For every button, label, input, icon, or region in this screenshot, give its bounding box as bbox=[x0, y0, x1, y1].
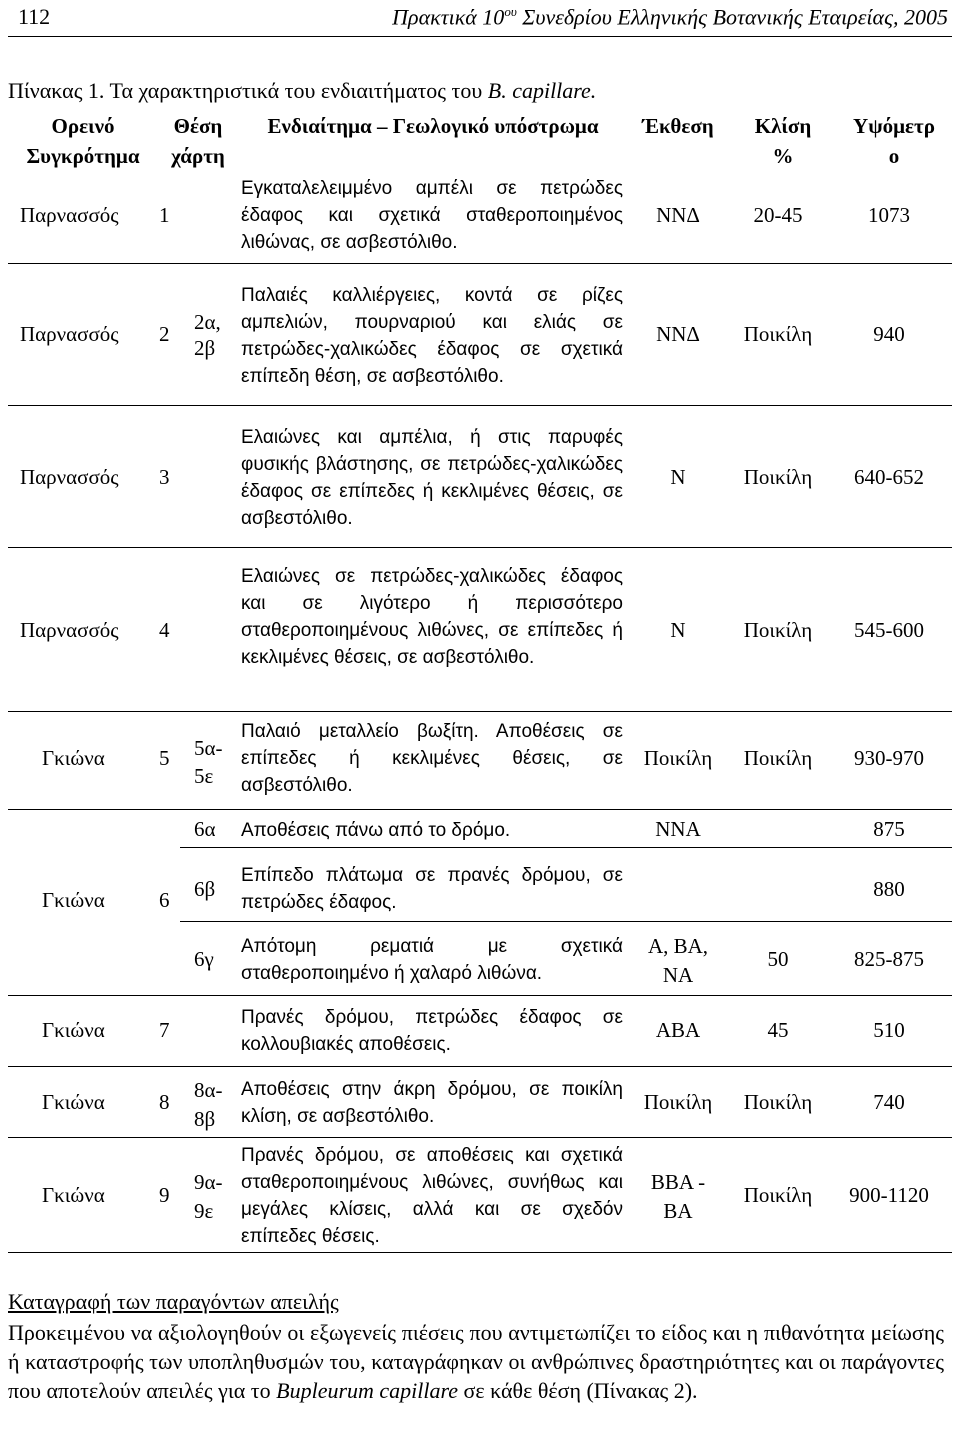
row7-position: 7 bbox=[159, 1018, 170, 1042]
row7-altitude: 510 bbox=[873, 1018, 905, 1042]
col-header-mountain bbox=[8, 111, 158, 171]
running-header bbox=[392, 4, 948, 30]
row1-mountain: Παρνασσός bbox=[20, 203, 119, 227]
col-header-slope bbox=[728, 111, 838, 171]
row2-subposition bbox=[194, 309, 221, 361]
col-header-exposure: Έκθεση bbox=[642, 114, 714, 138]
row5-subposition-line2: 5ε bbox=[194, 764, 214, 788]
row6c-exposure-line2: ΝΑ bbox=[662, 963, 694, 987]
row6a-subposition: 6α bbox=[194, 817, 216, 841]
row4-exposure: Ν bbox=[670, 618, 686, 642]
row9-subposition bbox=[194, 1168, 223, 1226]
col-header-mountain-line2: Συγκρότημα bbox=[26, 144, 140, 168]
row3-exposure: Ν bbox=[670, 465, 686, 489]
header-rule bbox=[8, 36, 952, 37]
col-header-altitude-line2: ο bbox=[888, 144, 900, 168]
row8-subposition bbox=[194, 1076, 223, 1134]
row1-slope: 20-45 bbox=[753, 203, 803, 227]
row-divider bbox=[8, 405, 952, 406]
row1-habitat: Εγκαταλελειμμένο αμπέλι σε πετρώδες έδαφος και σχετικά σταθεροποιημένος λιθώνας, σε ασβεστόλιθο. bbox=[241, 178, 623, 253]
row-divider bbox=[8, 547, 952, 548]
row8-altitude: 740 bbox=[873, 1090, 905, 1114]
row9-exposure bbox=[628, 1168, 728, 1226]
col-header-altitude bbox=[838, 111, 950, 171]
row9-exposure-line1: ΒΒΑ - bbox=[650, 1170, 706, 1194]
row4-mountain: Παρνασσός bbox=[20, 618, 119, 642]
row6a-altitude: 875 bbox=[873, 817, 905, 841]
row9-slope: Ποικίλη bbox=[743, 1183, 813, 1207]
row5-mountain: Γκιώνα bbox=[42, 746, 105, 770]
row5-subposition bbox=[194, 734, 223, 790]
row9-mountain: Γκιώνα bbox=[42, 1183, 105, 1207]
row9-subposition-line1: 9α- bbox=[194, 1170, 223, 1194]
row2-subposition-line1: 2α, bbox=[194, 310, 221, 334]
row2-habitat: Παλαιές καλλιέργειες, κοντά σε ρίζες αμπελιών, πουρναριού και ελιάς σε πετρώδες-χαλικώδες έδαφος σε σχετικά επίπεδη θέση, σε ασβεστόλιθο. bbox=[241, 285, 623, 387]
row6c-altitude: 825-875 bbox=[854, 947, 924, 971]
row9-altitude: 900-1120 bbox=[849, 1183, 929, 1207]
row8-slope: Ποικίλη bbox=[743, 1090, 813, 1114]
row2-subposition-line2: 2β bbox=[194, 336, 216, 360]
row4-altitude: 545-600 bbox=[854, 618, 924, 642]
row5-exposure: Ποικίλη bbox=[643, 746, 713, 770]
table-caption bbox=[8, 78, 596, 104]
row9-position: 9 bbox=[159, 1183, 170, 1207]
row5-position: 5 bbox=[159, 746, 170, 770]
row4-position: 4 bbox=[159, 618, 170, 642]
row2-altitude: 940 bbox=[873, 322, 905, 346]
table-caption-text: Πίνακας 1. Τα χαρακτηριστικά του ενδιαιτήματος του bbox=[8, 78, 488, 103]
row3-habitat: Ελαιώνες και αμπέλια, ή στις παρυφές φυσικής βλάστησης, σε πετρώδες-χαλικώδες έδαφος σε επίπεδες ή κεκλιμένες θέσεις, σε ασβεστόλιθο. bbox=[241, 427, 623, 529]
body-paragraph bbox=[8, 1318, 944, 1405]
row3-position: 3 bbox=[159, 465, 170, 489]
col-header-altitude-line1: Υψόμετρ bbox=[853, 114, 935, 138]
row-divider bbox=[180, 847, 952, 848]
row5-slope: Ποικίλη bbox=[743, 746, 813, 770]
row1-exposure: ΝΝΔ bbox=[656, 203, 700, 227]
running-header-post: Συνεδρίου Ελληνικής Βοτανικής Εταιρείας, 2005 bbox=[516, 4, 948, 30]
row2-mountain: Παρνασσός bbox=[20, 322, 119, 346]
row6c-subposition: 6γ bbox=[194, 947, 214, 971]
row-divider bbox=[8, 995, 952, 996]
row1-position: 1 bbox=[159, 203, 170, 227]
row8-subposition-line2: 8β bbox=[194, 1107, 216, 1131]
row6c-exposure bbox=[628, 932, 728, 990]
col-header-habitat: Ενδιαίτημα – Γεωλογικό υπόστρωμα bbox=[267, 114, 599, 138]
row6b-altitude: 880 bbox=[873, 877, 905, 901]
row3-mountain: Παρνασσός bbox=[20, 465, 119, 489]
row6b-subposition: 6β bbox=[194, 877, 216, 901]
row6b-habitat: Επίπεδο πλάτωμα σε πρανές δρόμου, σε πετρώδες έδαφος. bbox=[241, 865, 623, 913]
row8-habitat: Αποθέσεις στην άκρη δρόμου, σε ποικίλη κλίση, σε ασβεστόλιθο. bbox=[241, 1079, 623, 1127]
row-divider bbox=[180, 921, 952, 922]
row6c-exposure-line1: Α, ΒΑ, bbox=[647, 934, 709, 958]
row-divider bbox=[8, 1137, 952, 1138]
row-divider bbox=[8, 1066, 952, 1067]
col-header-slope-line1: Κλίση bbox=[754, 114, 812, 138]
table-bottom-rule bbox=[8, 1252, 952, 1253]
col-header-position-line1: Θέση bbox=[173, 114, 223, 138]
row8-mountain: Γκιώνα bbox=[42, 1090, 105, 1114]
row-divider bbox=[8, 711, 952, 712]
row3-altitude: 640-652 bbox=[854, 465, 924, 489]
row7-slope: 45 bbox=[767, 1018, 789, 1042]
row2-position: 2 bbox=[159, 322, 170, 346]
row6c-slope: 50 bbox=[767, 947, 789, 971]
row8-subposition-line1: 8α- bbox=[194, 1078, 223, 1102]
row5-subposition-line1: 5α- bbox=[194, 736, 223, 760]
body-paragraph-species: Bupleurum capillare bbox=[276, 1378, 459, 1403]
row2-exposure: ΝΝΔ bbox=[656, 322, 700, 346]
row6c-habitat: Απότομη ρεματιά με σχετικά σταθεροποιημένο ή χαλαρό λιθώνα. bbox=[241, 936, 623, 984]
row8-exposure: Ποικίλη bbox=[643, 1090, 713, 1114]
row6-position: 6 bbox=[159, 888, 170, 912]
body-paragraph-text: Προκειμένου να αξιολογηθούν οι εξωγενείς πιέσεις που αντιμετωπίζει το είδος και η πιθανότητα μείωσης ή καταστροφής των υποπληθυσμών του, καταγράφηκαν οι ανθρώπινες δραστηριότητες και οι παράγοντες που αποτελούν απειλές για το bbox=[8, 1320, 944, 1403]
row7-exposure: ΑΒΑ bbox=[655, 1018, 701, 1042]
table-caption-species: B. capillare. bbox=[487, 78, 597, 103]
col-header-position-line2: χάρτη bbox=[171, 144, 225, 168]
row7-habitat: Πρανές δρόμου, πετρώδες έδαφος σε κολλουβιακές αποθέσεις. bbox=[241, 1007, 623, 1055]
row3-slope: Ποικίλη bbox=[743, 465, 813, 489]
col-header-mountain-line1: Ορεινό bbox=[51, 114, 115, 138]
row1-altitude: 1073 bbox=[868, 203, 910, 227]
col-header-slope-line2: % bbox=[772, 144, 794, 168]
row4-slope: Ποικίλη bbox=[743, 618, 813, 642]
page-number: 112 bbox=[18, 4, 51, 29]
col-header-position bbox=[158, 111, 238, 171]
row6a-exposure: ΝΝΑ bbox=[655, 817, 701, 841]
row-divider bbox=[8, 809, 952, 810]
body-paragraph-end: σε κάθε θέση (Πίνακας 2). bbox=[458, 1378, 698, 1403]
row6a-habitat: Αποθέσεις πάνω από το δρόμο. bbox=[241, 820, 511, 841]
row9-subposition-line2: 9ε bbox=[194, 1199, 214, 1223]
row-divider bbox=[8, 263, 952, 264]
row5-altitude: 930-970 bbox=[854, 746, 924, 770]
row5-habitat: Παλαιό μεταλλείο βωξίτη. Αποθέσεις σε επίπεδες ή κεκλιμένες θέσεις, σε ασβεστόλιθο. bbox=[241, 721, 623, 796]
running-header-sup: ου bbox=[504, 4, 517, 19]
row8-position: 8 bbox=[159, 1090, 170, 1114]
row2-slope: Ποικίλη bbox=[743, 322, 813, 346]
section-heading: Καταγραφή των παραγόντων απειλής bbox=[8, 1289, 339, 1314]
running-header-pre: Πρακτικά 10 bbox=[392, 4, 505, 30]
row9-exposure-line2: ΒΑ bbox=[663, 1199, 693, 1223]
row9-habitat: Πρανές δρόμου, σε αποθέσεις και σχετικά σταθεροποιημένους λιθώνες, συνήθως και μεγάλες κλίσεις, αλλά και σε σχεδόν επίπεδες θέσεις. bbox=[241, 1145, 623, 1247]
row4-habitat: Ελαιώνες σε πετρώδες-χαλικώδες έδαφος και σε λιγότερο ή περισσότερο σταθεροποιημένους λιθώνες, σε επίπεδες ή κεκλιμένες θέσεις, σε ασβεστόλιθο. bbox=[241, 566, 623, 668]
row7-mountain: Γκιώνα bbox=[42, 1018, 105, 1042]
row6-mountain: Γκιώνα bbox=[42, 888, 105, 912]
